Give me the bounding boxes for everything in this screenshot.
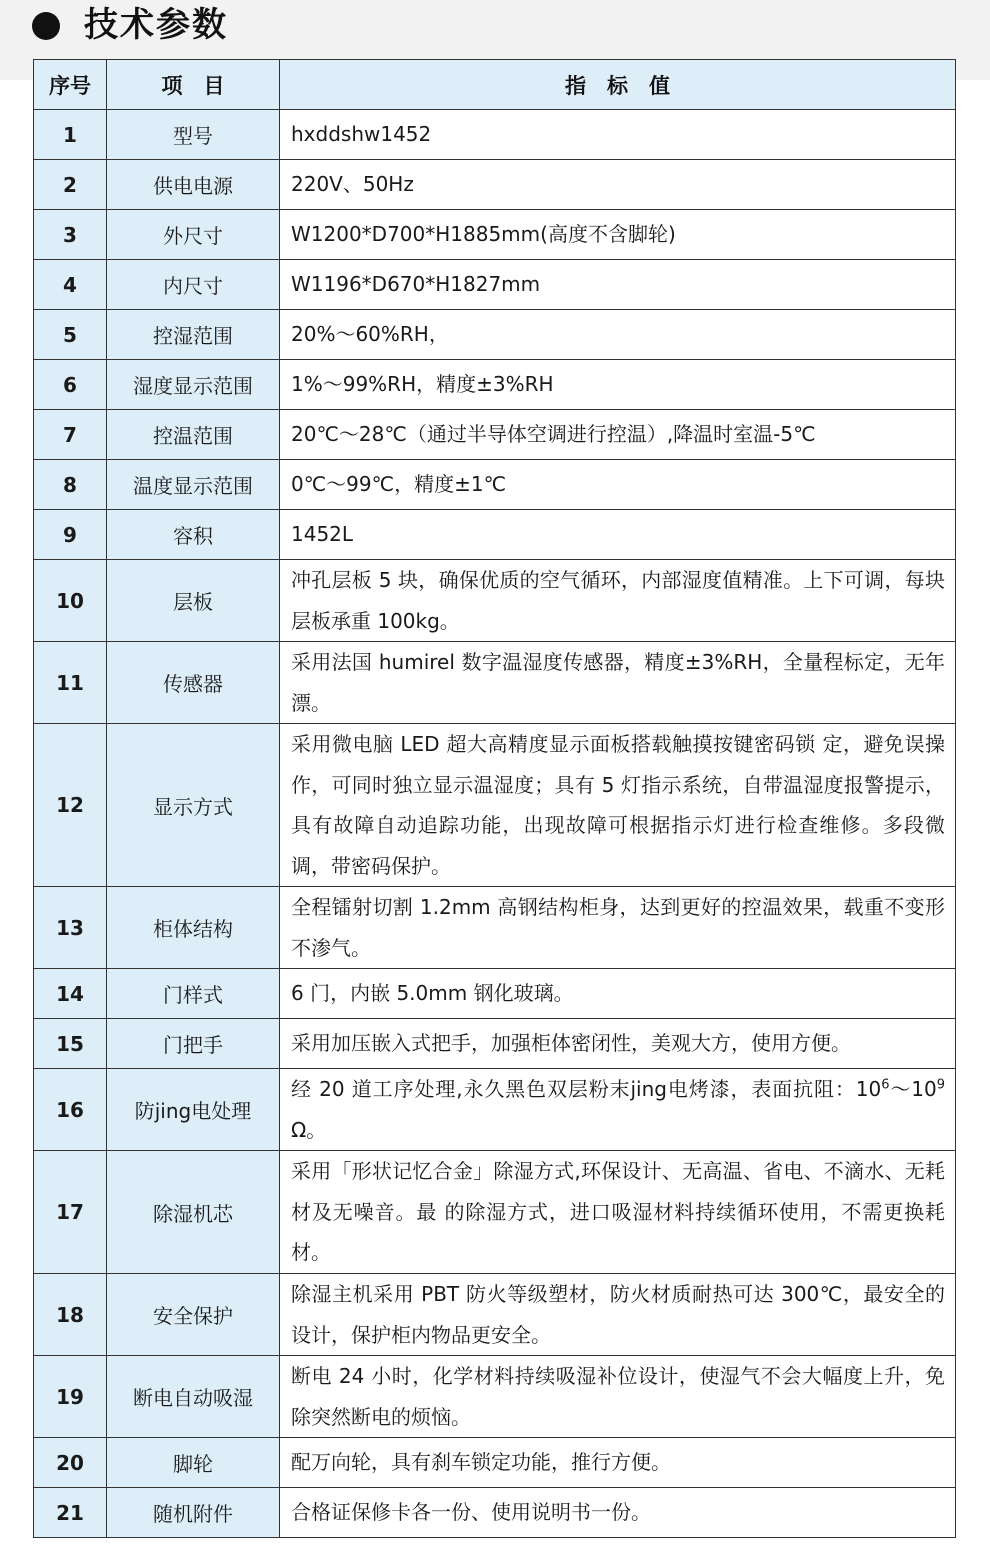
exponent: 9 [936,1077,945,1093]
row-value: W1196*D670*H1827mm [280,260,956,310]
row-item: 门样式 [107,969,280,1019]
row-number: 18 [34,1274,107,1356]
row-value: 配万向轮，具有刹车锁定功能，推行方便。 [280,1438,956,1488]
row-value: 采用加压嵌入式把手，加强柜体密闭性，美观大方，使用方便。 [280,1019,956,1069]
row-value: 20%～60%RH， [280,310,956,360]
row-value: 0℃～99℃，精度±1℃ [280,460,956,510]
row-value [280,1069,956,1151]
table-row [34,160,956,210]
row-item: 柜体结构 [107,887,280,969]
row-value: 采用「形状记忆合金」除湿方式,环保设计、无高温、省电、不滴水、无耗材及无噪音。最 的除湿方式，进口吸湿材料持续循环使用，不需更换耗材。 [280,1151,956,1274]
row-item: 安全保护 [107,1274,280,1356]
row-value: 20℃～28℃（通过半导体空调进行控温）,降温时室温-5℃ [280,410,956,460]
row-value: 除湿主机采用 PBT 防火等级塑材，防火材质耐热可达 300℃，最安全的设计，保护柜内物品更安全。 [280,1274,956,1356]
bullet-icon [32,12,60,40]
row-number: 12 [34,724,107,887]
row-number: 17 [34,1151,107,1274]
value-prefix: 经 20 道工序处理,永久黑色双层粉末jing电烤漆，表面抗阻：10 [291,1077,882,1101]
row-item: 层板 [107,560,280,642]
row-item: 湿度显示范围 [107,360,280,410]
row-value: W1200*D700*H1885mm(高度不含脚轮) [280,210,956,260]
row-number: 9 [34,510,107,560]
exponent: 6 [881,1077,890,1093]
table-row [34,724,956,887]
row-number: 6 [34,360,107,410]
row-item: 内尺寸 [107,260,280,310]
row-item: 脚轮 [107,1438,280,1488]
row-item: 显示方式 [107,724,280,887]
table-row [34,1356,956,1438]
row-value: 断电 24 小时，化学材料持续吸湿补位设计，使湿气不会大幅度上升，免除突然断电的烦恼。 [280,1356,956,1438]
table-row [34,1069,956,1151]
table-row [34,1151,956,1274]
table-row [34,260,956,310]
row-value: 全程镭射切割 1.2mm 高钢结构柜身，达到更好的控温效果，载重不变形不渗气。 [280,887,956,969]
row-item: 控湿范围 [107,310,280,360]
table-row [34,887,956,969]
table-row [34,360,956,410]
row-number: 10 [34,560,107,642]
table-row [34,642,956,724]
row-number: 14 [34,969,107,1019]
table-row [34,110,956,160]
table-row [34,210,956,260]
table-row [34,1438,956,1488]
row-value: 冲孔层板 5 块，确保优质的空气循环，内部湿度值精准。上下可调，每块层板承重 100kg。 [280,560,956,642]
row-value: 采用法国 humirel 数字温湿度传感器，精度±3%RH，全量程标定，无年漂。 [280,642,956,724]
row-value: 220V、50Hz [280,160,956,210]
row-number: 16 [34,1069,107,1151]
row-number: 21 [34,1488,107,1538]
table-row [34,1019,956,1069]
row-item: 型号 [107,110,280,160]
row-number: 7 [34,410,107,460]
row-item: 除湿机芯 [107,1151,280,1274]
table-row [34,410,956,460]
row-item: 温度显示范围 [107,460,280,510]
row-value: 1452L [280,510,956,560]
row-item: 供电电源 [107,160,280,210]
row-number: 19 [34,1356,107,1438]
row-number: 2 [34,160,107,210]
value-suffix: Ω。 [291,1117,327,1142]
row-number: 11 [34,642,107,724]
row-number: 13 [34,887,107,969]
row-value: 6 门，内嵌 5.0mm 钢化玻璃。 [280,969,956,1019]
row-value: hxddshw1452 [280,110,956,160]
table-row [34,510,956,560]
table-row [34,1488,956,1538]
table-row [34,1274,956,1356]
section-title: 技术参数 [84,5,228,45]
row-item: 外尺寸 [107,210,280,260]
table-row [34,560,956,642]
table-header-row [34,60,956,110]
row-value: 合格证保修卡各一份、使用说明书一份。 [280,1488,956,1538]
table-row [34,310,956,360]
row-item: 门把手 [107,1019,280,1069]
table-row [34,969,956,1019]
column-header-value: 指 标 值 [280,60,956,110]
row-number: 20 [34,1438,107,1488]
row-item: 防jing电处理 [107,1069,280,1151]
row-value: 1%～99%RH，精度±3%RH [280,360,956,410]
row-number: 5 [34,310,107,360]
spec-table [33,59,956,1538]
column-header-no: 序号 [34,60,107,110]
row-item: 传感器 [107,642,280,724]
row-number: 8 [34,460,107,510]
row-item: 断电自动吸湿 [107,1356,280,1438]
table-row [34,460,956,510]
row-number: 3 [34,210,107,260]
row-item: 随机附件 [107,1488,280,1538]
column-header-item: 项 目 [107,60,280,110]
row-number: 15 [34,1019,107,1069]
row-number: 1 [34,110,107,160]
row-item: 控温范围 [107,410,280,460]
row-item: 容积 [107,510,280,560]
value-mid: ～10 [889,1077,937,1101]
row-number: 4 [34,260,107,310]
row-value: 采用微电脑 LED 超大高精度显示面板搭载触摸按键密码锁 定，避免误操作，可同时独立显示温湿度；具有 5 灯指示系统，自带温湿度报警提示，具有故障自动追踪功能，出现故障可根据指示灯进行检查维修。多段微调，带密码保护。 [280,724,956,887]
